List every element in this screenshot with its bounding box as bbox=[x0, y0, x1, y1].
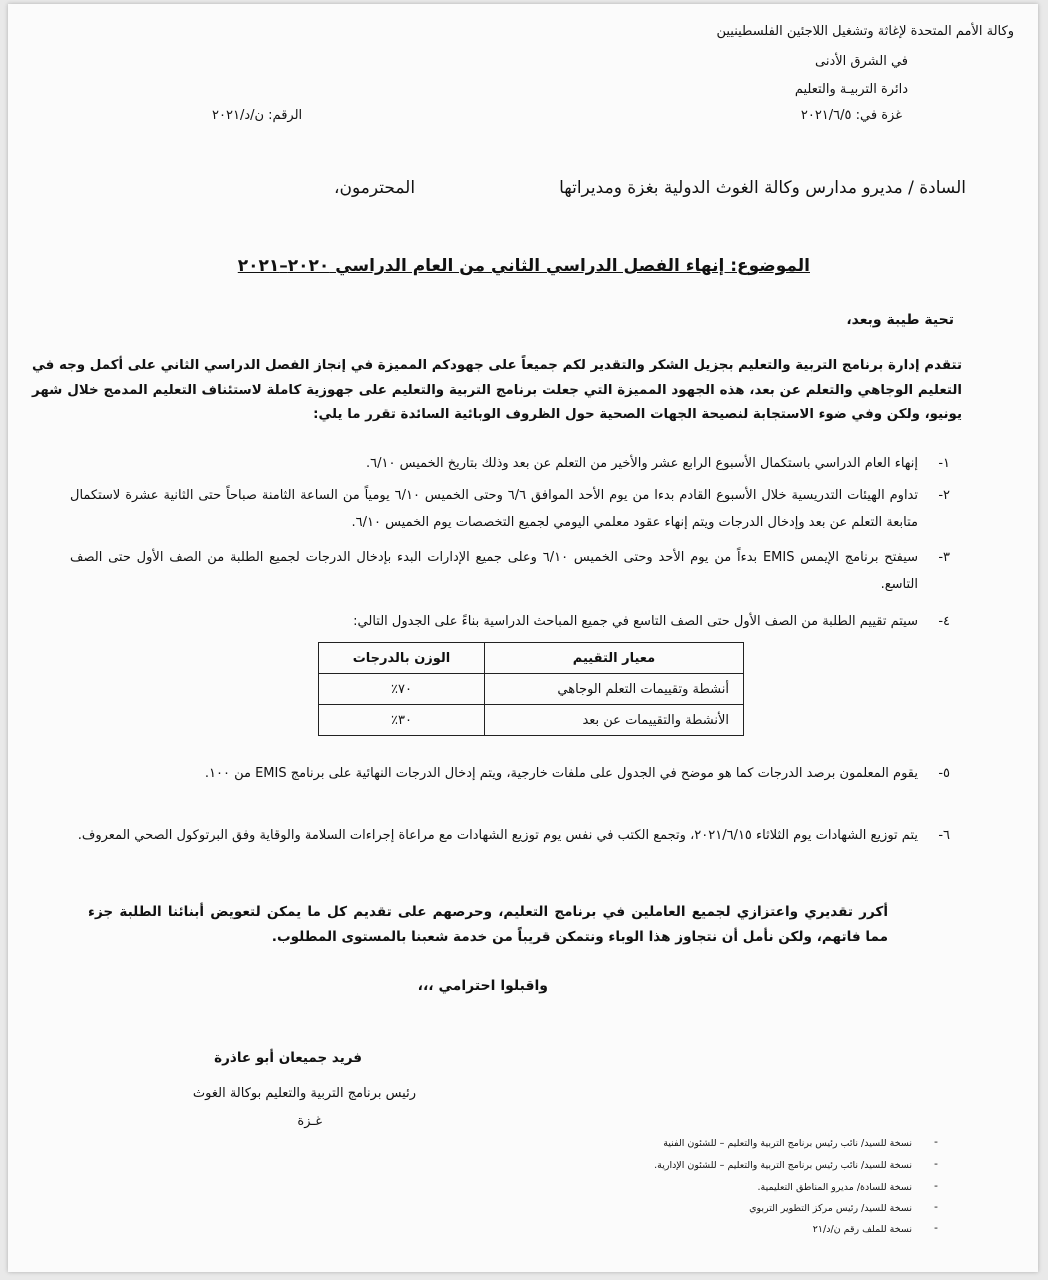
copy-bullet: - bbox=[934, 1157, 938, 1170]
list-item-text: سيفتح برنامج الإيمس EMIS بدءاً من يوم الأحد وحتى الخميس ٦/١٠ وعلى جميع الإدارات البدء بإدخال الدرجات لجميع الطلبة من الصف الأول حتى الصف التاسع. bbox=[70, 550, 919, 592]
letter-reference: الرقم: ن/د/٢٠٢١ bbox=[212, 108, 303, 123]
table-header-weight: الوزن بالدرجات bbox=[319, 643, 485, 674]
grading-table bbox=[318, 642, 744, 736]
list-item bbox=[70, 608, 950, 635]
copy-recipient: نسخة للسيد/ نائب رئيس برنامج التربية والتعليم – للشئون الإدارية. bbox=[654, 1160, 912, 1171]
subject-line: الموضوع: إنهاء الفصل الدراسي الثاني من العام الدراسي ٢٠٢٠–٢٠٢١ bbox=[237, 256, 810, 276]
org-line-1: وكالة الأمم المتحدة لإغاثة وتشغيل اللاجئين الفلسطينيين bbox=[716, 24, 1014, 39]
table-row bbox=[319, 705, 744, 736]
letter-page bbox=[8, 4, 1038, 1272]
list-item bbox=[70, 544, 950, 598]
signatory-name: فريد جميعان أبو عاذرة bbox=[214, 1050, 362, 1066]
copy-bullet: - bbox=[934, 1135, 938, 1148]
table-cell-weight: ٣٠٪ bbox=[319, 705, 485, 736]
org-line-3: دائرة التربيـة والتعليم bbox=[794, 82, 908, 97]
list-item bbox=[70, 822, 950, 849]
table-cell-criterion: الأنشطة والتقييمات عن بعد bbox=[485, 705, 744, 736]
signatory-city: غـزة bbox=[297, 1114, 322, 1129]
addressee-honorific: المحترمون، bbox=[334, 178, 416, 198]
list-item-number: ١- bbox=[938, 456, 950, 471]
copy-recipient: نسخة للسيد/ نائب رئيس برنامج التربية والتعليم – للشئون الفنية bbox=[663, 1138, 912, 1149]
copy-recipient: نسخة للملف رقم ن/د/٢١ bbox=[812, 1224, 912, 1235]
copy-recipient: نسخة للسيد/ رئيس مركز التطوير التربوي bbox=[749, 1203, 912, 1214]
list-item bbox=[70, 482, 950, 536]
list-item-number: ٤- bbox=[938, 614, 950, 629]
signatory-title: رئيس برنامج التربية والتعليم بوكالة الغوث bbox=[192, 1086, 416, 1101]
copy-bullet: - bbox=[934, 1200, 938, 1213]
list-item-text: إنهاء العام الدراسي باستكمال الأسبوع الرابع عشر والأخير من التعلم عن بعد وذلك بتاريخ الخميس ٦/١٠. bbox=[366, 456, 918, 471]
list-item-number: ٢- bbox=[938, 488, 950, 503]
org-line-2: في الشرق الأدنى bbox=[814, 54, 908, 69]
table-header-row bbox=[319, 643, 744, 674]
copy-bullet: - bbox=[934, 1179, 938, 1192]
regards: واقبلوا احترامي ،،، bbox=[417, 978, 548, 994]
table-header-criterion: معيار التقييم bbox=[485, 643, 744, 674]
list-item-text: تداوم الهيئات التدريسية خلال الأسبوع القادم بدءا من يوم الأحد الموافق ٦/٦ وحتى الخميس ٦/١٠ يومياً من الساعة الثامنة صباحاً حتى الثانية عشرة لاستكمال متابعة التعلم عن بعد وإدخال الدرجات ويتم إنهاء عقود معلمي اليومي لجميع التخصصات يوم الخميس ٦/١٠. bbox=[70, 488, 918, 530]
list-item-number: ٥- bbox=[938, 766, 950, 781]
list-item bbox=[70, 450, 950, 477]
intro-paragraph: تتقدم إدارة برنامج التربية والتعليم بجزيل الشكر والتقدير لكم جميعاً على جهودكم المميزة في إنجاز الفصل الدراسي الثاني على أكمل وجه في التعليم الوجاهي والتعلم عن بعد، هذه الجهود المميزة التي جعلت برنامج التربية والتعليم على جهوزية كاملة لاستئناف التعليم المدمج خلال شهر يونيو، ولكن وفي ضوء الاستجابة لنصيحة الجهات الصحية حول الظروف الوبائية السائدة تقرر ما يلي: bbox=[32, 358, 962, 422]
greeting: تحية طيبة وبعد، bbox=[846, 312, 954, 328]
table-cell-weight: ٧٠٪ bbox=[319, 674, 485, 705]
addressee-line: السادة / مديرو مدارس وكالة الغوث الدولية بغزة ومديراتها bbox=[559, 178, 966, 198]
closing-paragraph: أكرر تقديري واعتزازي لجميع العاملين في برنامج التعليم، وحرصهم على تقديم كل ما يمكن لتعويض أبنائنا الطلبة جزء مما فاتهم، ولكن نأمل أن نتجاوز هذا الوباء ونتمكن قريباً من خدمة شعبنا بالمستوى المطلوب. bbox=[88, 904, 888, 945]
copy-recipient: نسخة للسادة/ مديرو المناطق التعليمية. bbox=[757, 1182, 912, 1193]
list-item-text: يتم توزيع الشهادات يوم الثلاثاء ٢٠٢١/٦/١٥، وتجمع الكتب في نفس يوم توزيع الشهادات مع مراعاة إجراءات السلامة والوقاية وفق البرتوكول الصحي المعروف. bbox=[77, 828, 918, 843]
list-item bbox=[70, 760, 950, 787]
copy-bullet: - bbox=[934, 1221, 938, 1234]
table-cell-criterion: أنشطة وتقييمات التعلم الوجاهي bbox=[485, 674, 744, 705]
list-item-number: ٦- bbox=[938, 828, 950, 843]
list-item-text: سيتم تقييم الطلبة من الصف الأول حتى الصف التاسع في جميع المباحث الدراسية بناءً على الجدول التالي: bbox=[353, 614, 918, 629]
list-item-number: ٣- bbox=[938, 550, 950, 565]
table-row bbox=[319, 674, 744, 705]
letter-date: غزة في: ٢٠٢١/٦/٥ bbox=[800, 108, 902, 123]
list-item-text: يقوم المعلمون برصد الدرجات كما هو موضح في الجدول على ملفات خارجية، ويتم إدخال الدرجات النهائية على برنامج EMIS من ١٠٠. bbox=[204, 766, 918, 781]
